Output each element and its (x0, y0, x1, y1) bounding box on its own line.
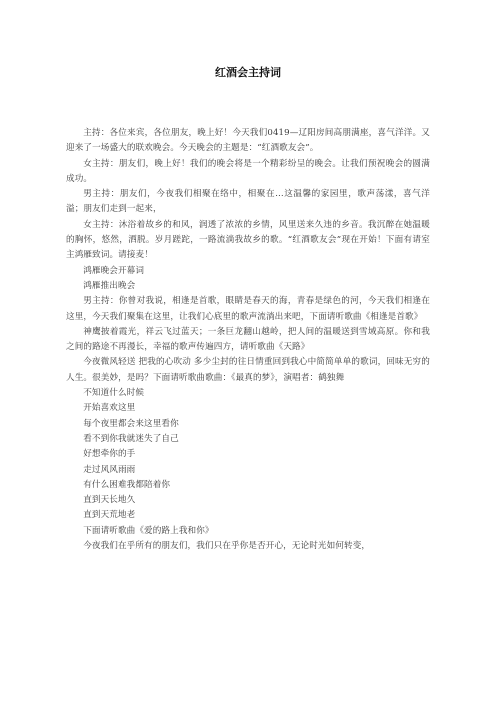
document-body (66, 126, 430, 554)
lyric-line: 看不到你我就迷失了自己 (83, 433, 179, 444)
line-host-launch: 鸿雁推出晚会 (83, 280, 136, 291)
lyric-line: 直到天荒地老 (83, 510, 136, 521)
lyric-line: 开始喜欢这里 (83, 403, 136, 414)
song-intro-line: 下面请听歌曲《爱的路上我和你》 (83, 525, 214, 536)
lyric-line: 每个夜里都会来这里看你 (83, 418, 179, 429)
lyric-line: 好想牵你的手 (83, 449, 136, 460)
paragraph-male-host-2: 男主持：你曾对我说，相逢是首歌，眼睛是春天的海，青春是绿色的河，今天我们相逢在这里，今天我们聚集在这里，让我们心底里的歌声流淌出来吧，下面请听歌曲《相逢是首歌》 (66, 296, 430, 322)
document-title: 红酒会主持词 (215, 66, 281, 79)
paragraph-zuizhen-de-meng: 今夜微风轻送 把我的心吹动 多少尘封的往日情重回到我心中简简单单的歌词，回味无穷的人生。很美妙，是吗？下面请听歌曲歌曲：《最真的梦》，演唱者：鹤独舞 (66, 357, 430, 383)
lyric-line: 有什么困难我都陪着你 (83, 479, 171, 490)
paragraph-female-host-1: 女主持：朋友们，晚上好！我们的晚会将是一个精彩纷呈的晚会。让我们预祝晚会的圆满成功。 (66, 158, 430, 184)
paragraph-female-host-2: 女主持：沐浴着故乡的和风，润透了浓浓的乡情，风里送来久违的乡音。我沉醉在她温暖的胸怀，悠然，洒脱。岁月蹉跎，一路流淌我故乡的歌。“红酒歌友会”现在开始！下面有请室主鸿雁致词。请接麦！ (66, 219, 430, 261)
lyric-line: 直到天长地久 (83, 495, 136, 506)
paragraph-male-host-1: 男主持：朋友们，今夜我们相聚在络中，相聚在…这温馨的家园里，歌声荡漾，喜气洋溢；朋友们走到一起来， (66, 189, 430, 215)
lyric-line: 走过风风雨雨 (83, 464, 136, 475)
line-opening-speech: 鸿雁晚会开幕词 (83, 265, 145, 276)
lyric-line: 不知道什么时候 (83, 388, 145, 399)
paragraph-opening: 主持：各位来宾，各位朋友，晚上好！今天我们0419—辽阳房间高朋满座，喜气洋洋。又迎来了一场盛大的联欢晚会。今天晚会的主题是：“红酒歌友会”。 (66, 128, 430, 154)
paragraph-closing: 今夜我们在乎所有的朋友们，我们只在乎你是否开心，无论时光如何转变， (83, 541, 371, 552)
paragraph-tianlu: 神鹰披着霞光，祥云飞过蓝天；一条巨龙翻山越岭，把人间的温暖送到雪域高原。你和我之间的路途不再漫长，幸福的歌声传遍四方，请听歌曲《天路》 (66, 326, 430, 353)
